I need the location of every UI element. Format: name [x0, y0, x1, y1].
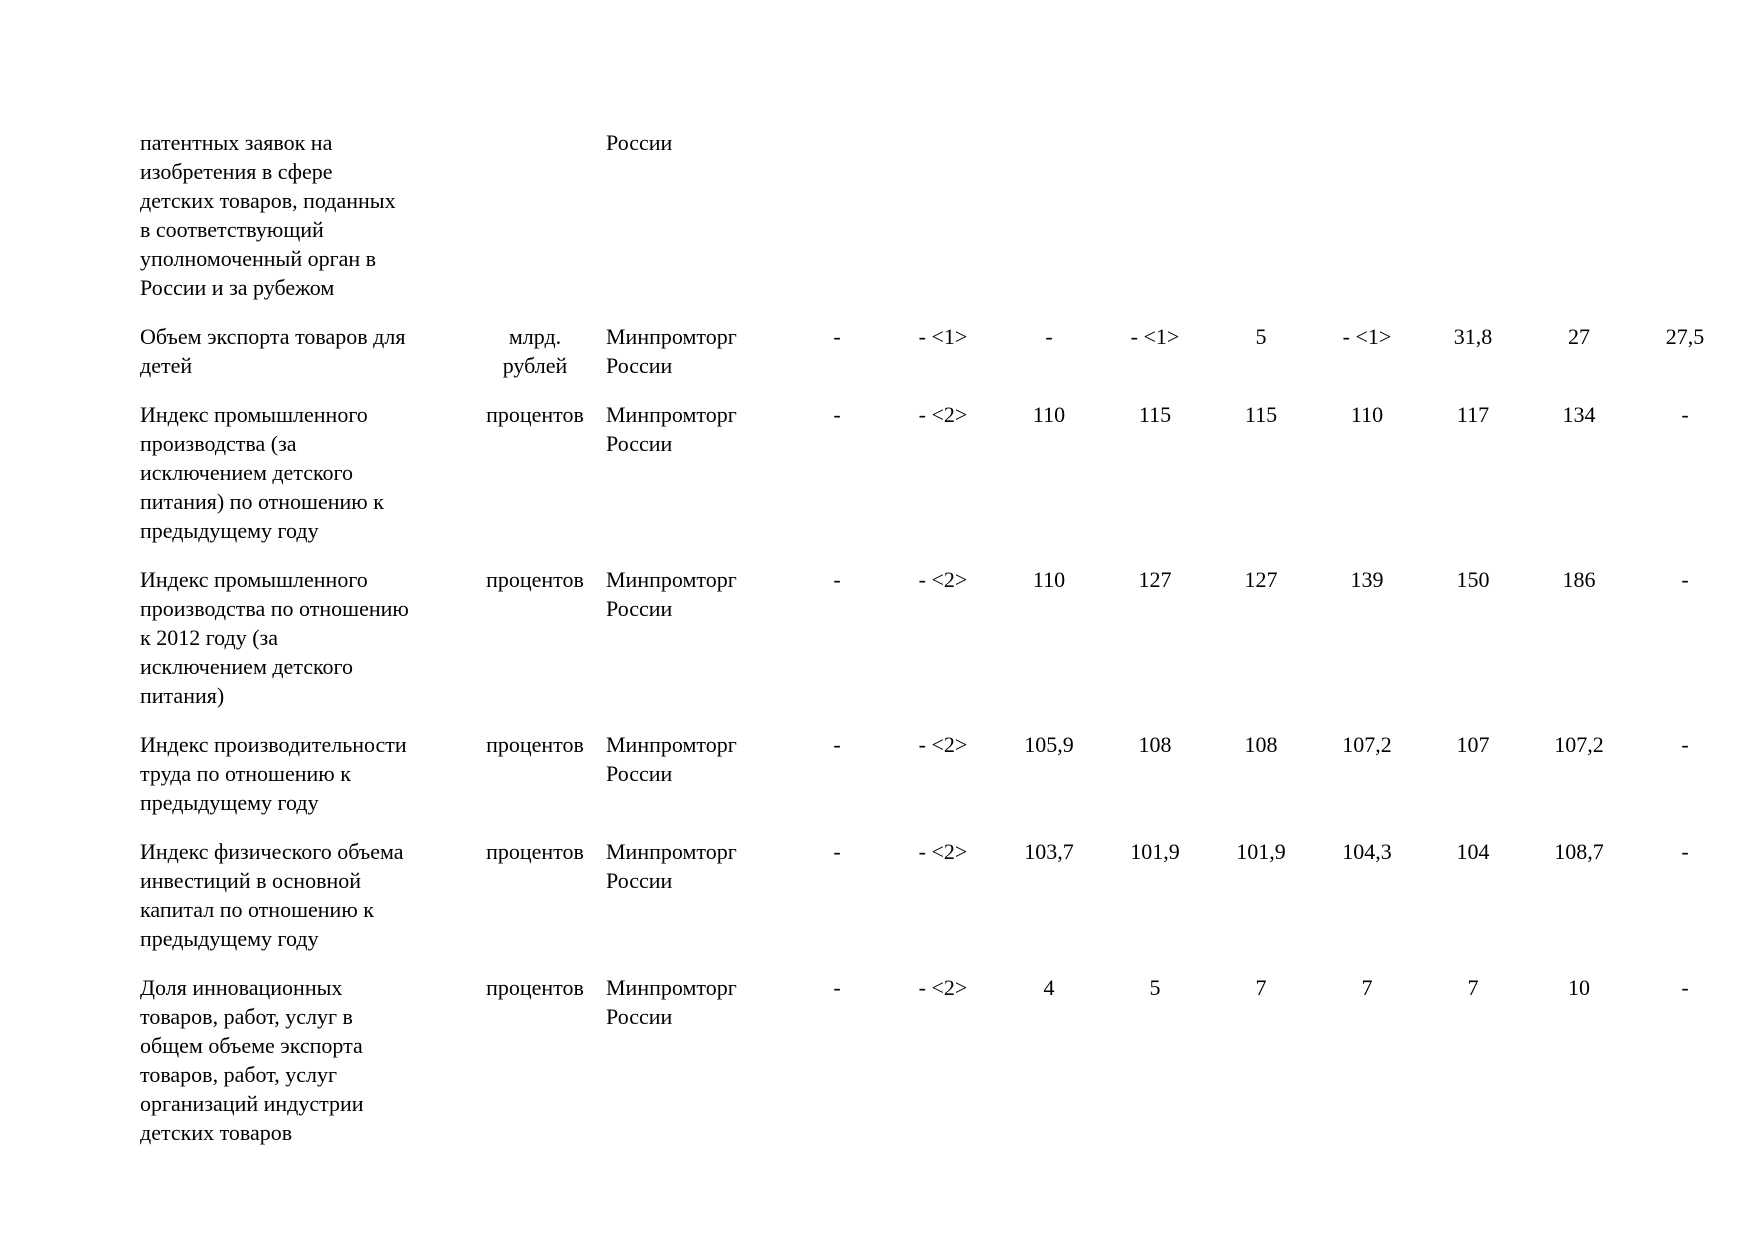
value-cell: 7	[1255, 975, 1267, 1000]
indicator-name: Индекс промышленного производства по отношению к 2012 году (за исключением детского питания)	[140, 567, 409, 708]
value-cell: 101,9	[1130, 839, 1180, 864]
value-cell: 150	[1456, 567, 1490, 592]
value-cell: - <1>	[918, 324, 968, 349]
indicator-name: Индекс промышленного производства (за исключением детского питания) по отношению к предыдущему году	[140, 402, 384, 543]
unit-cell: процентов	[486, 567, 584, 592]
value-cell: 5	[1149, 975, 1161, 1000]
value-cell	[1526, 128, 1632, 322]
value-cell: 7	[1361, 975, 1373, 1000]
value-cell: - <2>	[918, 402, 968, 427]
table-row	[140, 322, 1738, 400]
value-cell: 7	[1467, 975, 1479, 1000]
value-cell: 27	[1568, 324, 1590, 349]
value-cell: 110	[1350, 402, 1384, 427]
value-cell: -	[1681, 732, 1689, 757]
value-cell	[784, 128, 890, 322]
responsible-cell: Минпромторг России	[606, 567, 737, 621]
value-cell: 107,2	[1342, 732, 1392, 757]
value-cell: 108,7	[1554, 839, 1604, 864]
value-cell: 115	[1138, 402, 1172, 427]
responsible-cell: Минпромторг России	[606, 839, 737, 893]
value-cell: -	[1045, 324, 1053, 349]
value-cell: 31,8	[1453, 324, 1493, 349]
table-row	[140, 837, 1738, 973]
value-cell: -	[833, 324, 841, 349]
value-cell: - <1>	[1342, 324, 1392, 349]
value-cell: - <2>	[918, 975, 968, 1000]
table-row	[140, 565, 1738, 730]
value-cell: -	[1681, 567, 1689, 592]
value-cell: 104	[1456, 839, 1490, 864]
value-cell	[1102, 128, 1208, 322]
value-cell: - <1>	[1130, 324, 1180, 349]
value-cell: 105,9	[1024, 732, 1074, 757]
value-cell: -	[833, 732, 841, 757]
value-cell: 10	[1568, 975, 1590, 1000]
value-cell: 115	[1244, 402, 1278, 427]
value-cell: -	[833, 975, 841, 1000]
value-cell: -	[1681, 839, 1689, 864]
indicator-name: патентных заявок на изобретения в сфере детских товаров, поданных в соответствующий уполномоченный орган в России и за рубежом	[140, 130, 396, 300]
value-cell: 127	[1244, 567, 1278, 592]
value-cell: -	[1681, 402, 1689, 427]
value-cell: 186	[1562, 567, 1596, 592]
value-cell: 110	[1032, 567, 1066, 592]
indicator-name: Доля инновационных товаров, работ, услуг в общем объеме экспорта товаров, работ, услуг организаций индустрии детских товаров	[140, 975, 364, 1145]
indicator-name: Индекс производительности труда по отношению к предыдущему году	[140, 732, 407, 815]
unit-cell: млрд. рублей	[502, 324, 568, 378]
value-cell: 27,5	[1665, 324, 1705, 349]
value-cell: 107	[1456, 732, 1490, 757]
table-row	[140, 128, 1738, 322]
value-cell	[1208, 128, 1314, 322]
unit-cell: процентов	[486, 975, 584, 1000]
value-cell: 139	[1350, 567, 1384, 592]
value-cell	[1420, 128, 1526, 322]
responsible-cell: России	[606, 130, 673, 155]
value-cell: - <2>	[918, 732, 968, 757]
value-cell	[1632, 128, 1738, 322]
responsible-cell: Минпромторг России	[606, 732, 737, 786]
value-cell	[890, 128, 996, 322]
value-cell: 5	[1255, 324, 1267, 349]
value-cell: 110	[1032, 402, 1066, 427]
unit-cell: процентов	[486, 402, 584, 427]
responsible-cell: Минпромторг России	[606, 975, 737, 1029]
value-cell: 101,9	[1236, 839, 1286, 864]
table-row	[140, 973, 1738, 1167]
value-cell: 134	[1562, 402, 1596, 427]
responsible-cell: Минпромторг России	[606, 402, 737, 456]
table-body	[140, 128, 1738, 1167]
value-cell: -	[833, 839, 841, 864]
value-cell: 108	[1138, 732, 1172, 757]
value-cell: - <2>	[918, 567, 968, 592]
value-cell: -	[1681, 975, 1689, 1000]
unit-cell: процентов	[486, 839, 584, 864]
indicators-table	[140, 128, 1738, 1167]
value-cell: 4	[1043, 975, 1055, 1000]
value-cell: -	[833, 567, 841, 592]
indicator-name: Объем экспорта товаров для детей	[140, 324, 406, 378]
value-cell: 107,2	[1554, 732, 1604, 757]
unit-cell	[470, 128, 600, 322]
responsible-cell: Минпромторг России	[606, 324, 737, 378]
unit-cell: процентов	[486, 732, 584, 757]
value-cell: 104,3	[1342, 839, 1392, 864]
indicator-name: Индекс физического объема инвестиций в основной капитал по отношению к предыдущему году	[140, 839, 404, 951]
value-cell: - <2>	[918, 839, 968, 864]
value-cell	[1314, 128, 1420, 322]
table-row	[140, 400, 1738, 565]
value-cell: 103,7	[1024, 839, 1074, 864]
value-cell: 108	[1244, 732, 1278, 757]
value-cell: 117	[1456, 402, 1490, 427]
value-cell: 127	[1138, 567, 1172, 592]
table-row	[140, 730, 1738, 837]
value-cell: -	[833, 402, 841, 427]
value-cell	[996, 128, 1102, 322]
